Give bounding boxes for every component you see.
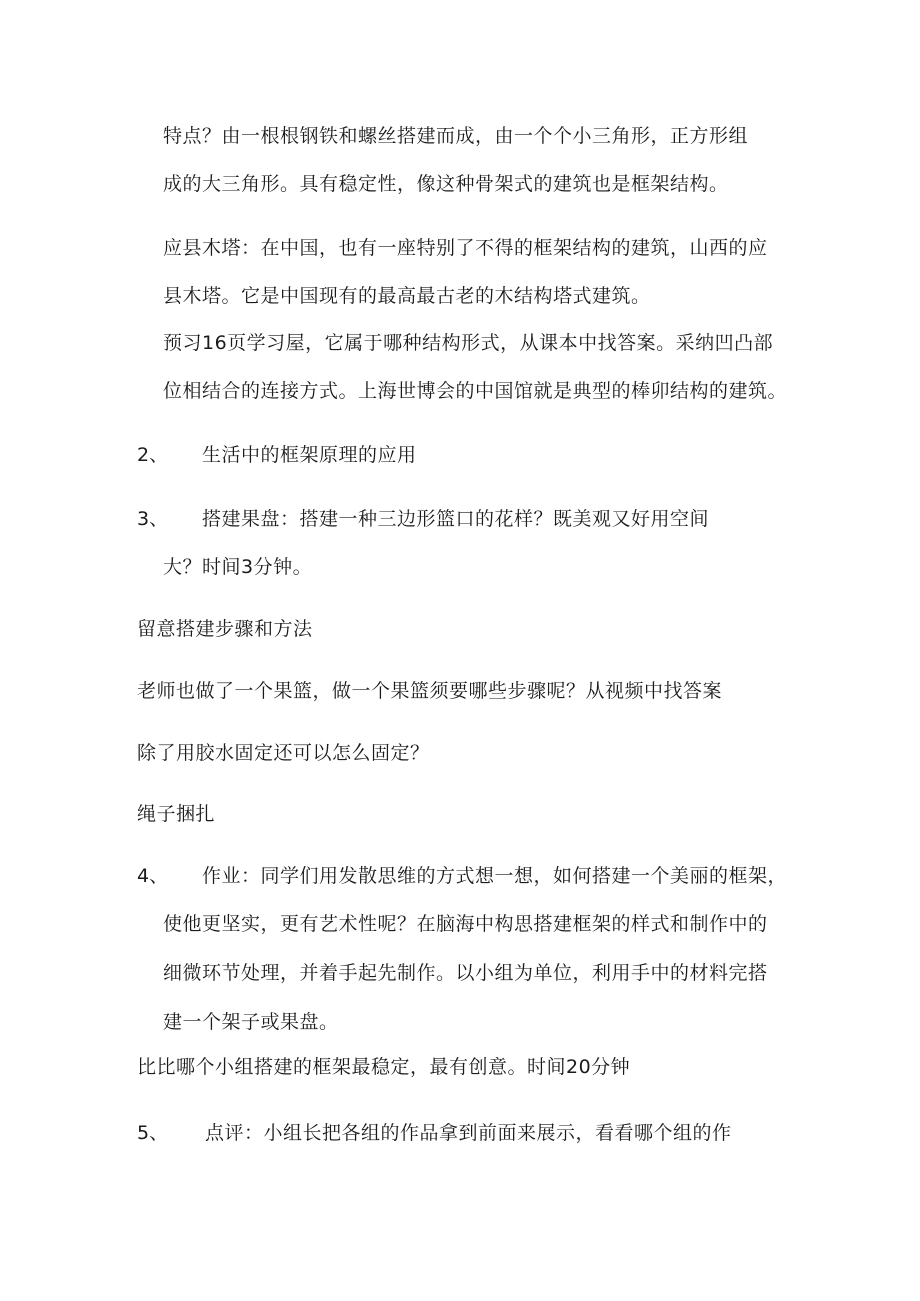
- paragraph-line: 预习16页学习屋，它属于哪种结构形式，从课本中找答案。采纳凹凸部: [163, 332, 774, 354]
- note-line: 老师也做了一个果篮，做一个果篮须要哪些步骤呢？从视频中找答案: [137, 680, 723, 702]
- list-number: 4、: [137, 865, 169, 887]
- list-item-text: 大？时间3分钟。: [163, 556, 313, 578]
- list-number: 3、: [137, 508, 169, 530]
- paragraph-line: 成的大三角形。具有稳定性，像这种骨架式的建筑也是框架结构。: [163, 173, 729, 195]
- note-line: 绳子捆扎: [137, 803, 216, 825]
- paragraph-line: 应县木塔：在中国，也有一座特别了不得的框架结构的建筑，山西的应: [163, 237, 768, 259]
- list-item-text: 点评：小组长把各组的作品拿到前面来展示，看看哪个组的作: [205, 1122, 732, 1144]
- paragraph-line: 特点？由一根根钢铁和螺丝搭建而成，由一个个小三角形，正方形组: [163, 125, 749, 147]
- list-item-text: 建一个架子或果盘。: [163, 1011, 339, 1033]
- note-line: 除了用胶水固定还可以怎么固定？: [137, 742, 430, 764]
- list-item-text: 搭建果盘：搭建一种三边形篮口的花样？既美观又好用空间: [202, 508, 710, 530]
- paragraph-line: 位相结合的连接方式。上海世博会的中国馆就是典型的棒卯结构的建筑。: [163, 380, 788, 402]
- list-item-text: 细微环节处理，并着手起先制作。以小组为单位，利用手中的材料完搭: [163, 962, 768, 984]
- list-item-text: 使他更坚实，更有艺术性呢？在脑海中构思搭建框架的样式和制作中的: [163, 913, 768, 935]
- note-line: 留意搭建步骤和方法: [137, 618, 313, 640]
- list-number: 2、: [137, 444, 169, 466]
- paragraph-line: 县木塔。它是中国现有的最高最古老的木结构塔式建筑。: [163, 285, 651, 307]
- list-item-text: 生活中的框架原理的应用: [202, 444, 417, 466]
- list-item-text: 作业：同学们用发散思维的方式想一想，如何搭建一个美丽的框架，: [202, 865, 788, 887]
- note-line: 比比哪个小组搭建的框架最稳定，最有创意。时间20分钟: [137, 1056, 631, 1078]
- list-number: 5、: [137, 1122, 169, 1144]
